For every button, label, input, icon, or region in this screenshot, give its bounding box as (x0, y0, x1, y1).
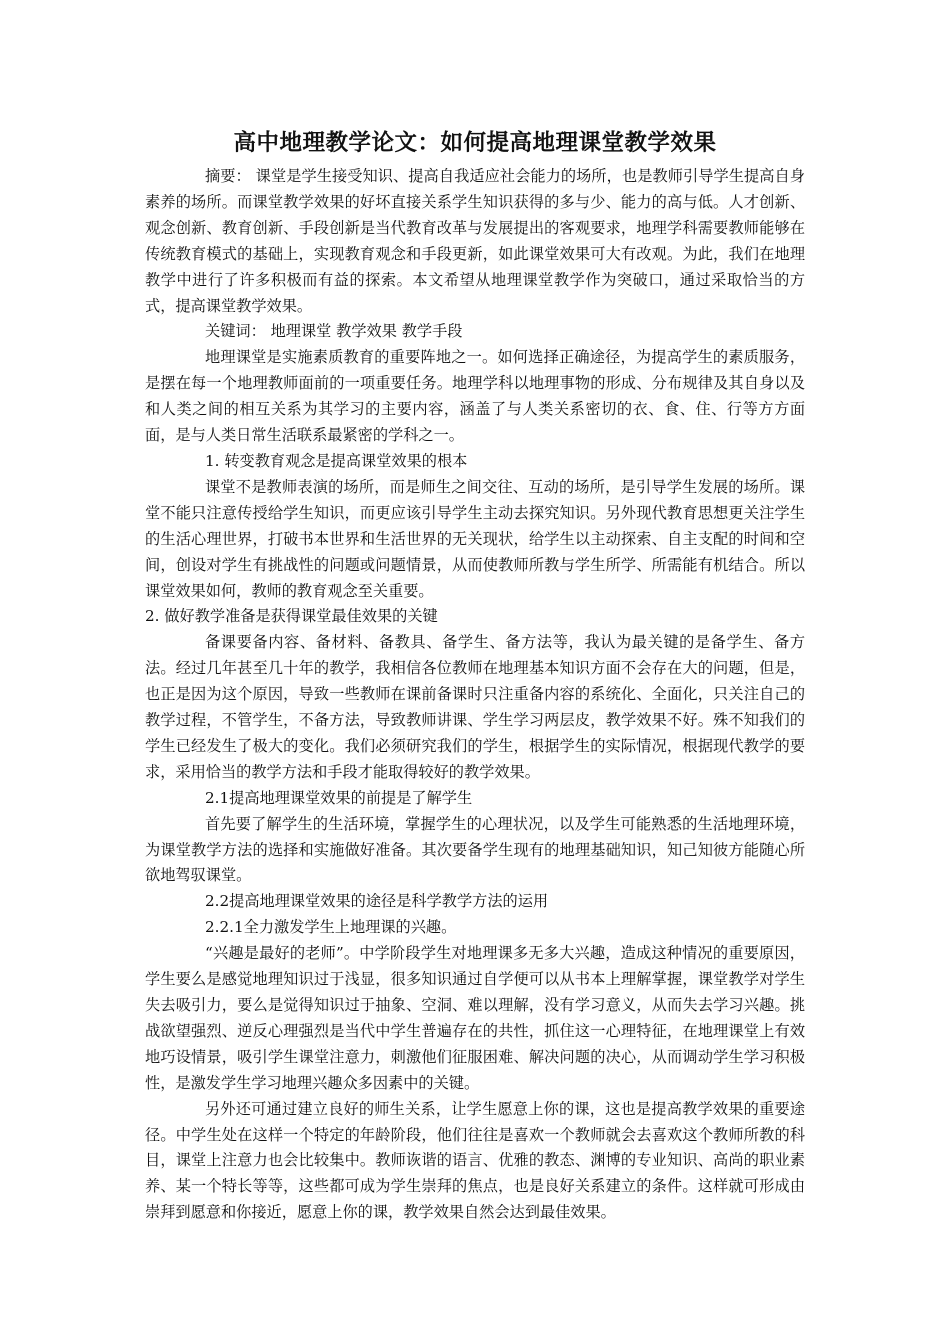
section-2-1-heading: 2.1提高地理课堂效果的前提是了解学生 (205, 788, 473, 807)
section-1-paragraph: 课堂不是教师表演的场所，而是师生之间交往、互动的场所，是引导学生发展的场所。课堂不能只注意传授给学生知识，而更应该引导学生主动去探究知识。另外现代教育思想更关注学生的生活心理世界，打破书本世界和生活世界的无关现状，给学生以主动探索、自主支配的时间和空间，创设对学生有挑战性的问题或问题情景，从而使教师所教与学生所学、所需能有机结合。所以课堂效果如何，教师的教育观念至关重要。 (145, 477, 805, 600)
section-2-heading: 2. 做好教学准备是获得课堂最佳效果的关键 (145, 607, 438, 626)
abstract-paragraph: 摘要： 课堂是学生接受知识、提高自我适应社会能力的场所，也是教师引导学生提高自身素养的场所。而课堂教学效果的好坏直接关系学生知识获得的多与少、能力的高与低。人才创新、观念创新、教育创新、手段创新是当代教育改革与发展提出的客观要求，地理学科需要教师能够在传统教育模式的基础上，实现教育观念和手段更新，如此课堂效果可大有改观。为此，我们在地理教学中进行了许多积极而有益的探索。本文希望从地理课堂教学作为突破口，通过采取恰当的方式，提高课堂教学效果。 (145, 167, 805, 315)
relationship-paragraph: 另外还可通过建立良好的师生关系，让学生愿意上你的课，这也是提高教学效果的重要途径。中学生处在这样一个特定的年龄阶段，他们往往是喜欢一个教师就会去喜欢这个教师所教的科目，课堂上注意力也会比较集中。教师诙谐的语言、优雅的教态、渊博的专业知识、高尚的职业素养、某一个特长等等，这些都可成为学生崇拜的焦点，也是良好关系建立的条件。这样就可形成由崇拜到愿意和你接近，愿意上你的课，教学效果自然会达到最佳效果。 (145, 1099, 805, 1222)
section-2-2-heading: 2.2提高地理课堂效果的途径是科学教学方法的运用 (205, 892, 549, 911)
intro-paragraph: 地理课堂是实施素质教育的重要阵地之一。如何选择正确途径，为提高学生的素质服务，是摆在每一个地理教师面前的一项重要任务。地理学科以地理事物的形成、分布规律及其自身以及和人类之间的相互关系为其学习的主要内容，涵盖了与人类关系密切的衣、食、住、行等方方面面，是与人类日常生活联系最紧密的学科之一。 (145, 348, 805, 445)
document-title: 高中地理教学论文：如何提高地理课堂教学效果 (233, 130, 717, 156)
interest-paragraph: “兴趣是最好的老师”。中学阶段学生对地理课多无多大兴趣，造成这种情况的重要原因，学生要么是感觉地理知识过于浅显，很多知识通过自学便可以从书本上理解掌握，课堂教学对学生失去吸引力，要么是觉得知识过于抽象、空洞、难以理解，没有学习意义，从而失去学习兴趣。挑战欲望强烈、逆反心理强烈是当代中学生普遍存在的共性，抓住这一心理特征，在地理课堂上有效地巧设情景，吸引学生课堂注意力，刺激他们征服困难、解决问题的决心，从而调动学生学习积极性，是激发学生学习地理兴趣众多因素中的关键。 (145, 944, 805, 1092)
section-1-heading: 1. 转变教育观念是提高课堂效果的根本 (205, 451, 468, 470)
section-2-1-paragraph: 首先要了解学生的生活环境，掌握学生的心理状况，以及学生可能熟悉的生活地理环境，为课堂教学方法的选择和实施做好准备。其次要备学生现有的地理基础知识，知己知彼方能随心所欲地驾驭课堂。 (145, 814, 805, 885)
keywords-paragraph: 关键词： 地理课堂 教学效果 教学手段 (205, 322, 463, 341)
document-body (145, 128, 805, 1226)
section-2-2-1-heading: 2.2.1全力激发学生上地理课的兴趣。 (205, 918, 457, 937)
section-2-paragraph: 备课要备内容、备材料、备教具、备学生、备方法等，我认为最关键的是备学生、备方法。经过几年甚至几十年的教学，我相信各位教师在地理基本知识方面不会存在大的问题，但是，也正是因为这个原因，导致一些教师在课前备课时只注重备内容的系统化、全面化，只关注自己的教学过程，不管学生，不备方法，导致教师讲课、学生学习两层皮，教学效果不好。殊不知我们的学生已经发生了极大的变化。我们必须研究我们的学生，根据学生的实际情况，根据现代教学的要求，采用恰当的教学方法和手段才能取得较好的教学效果。 (145, 633, 805, 781)
